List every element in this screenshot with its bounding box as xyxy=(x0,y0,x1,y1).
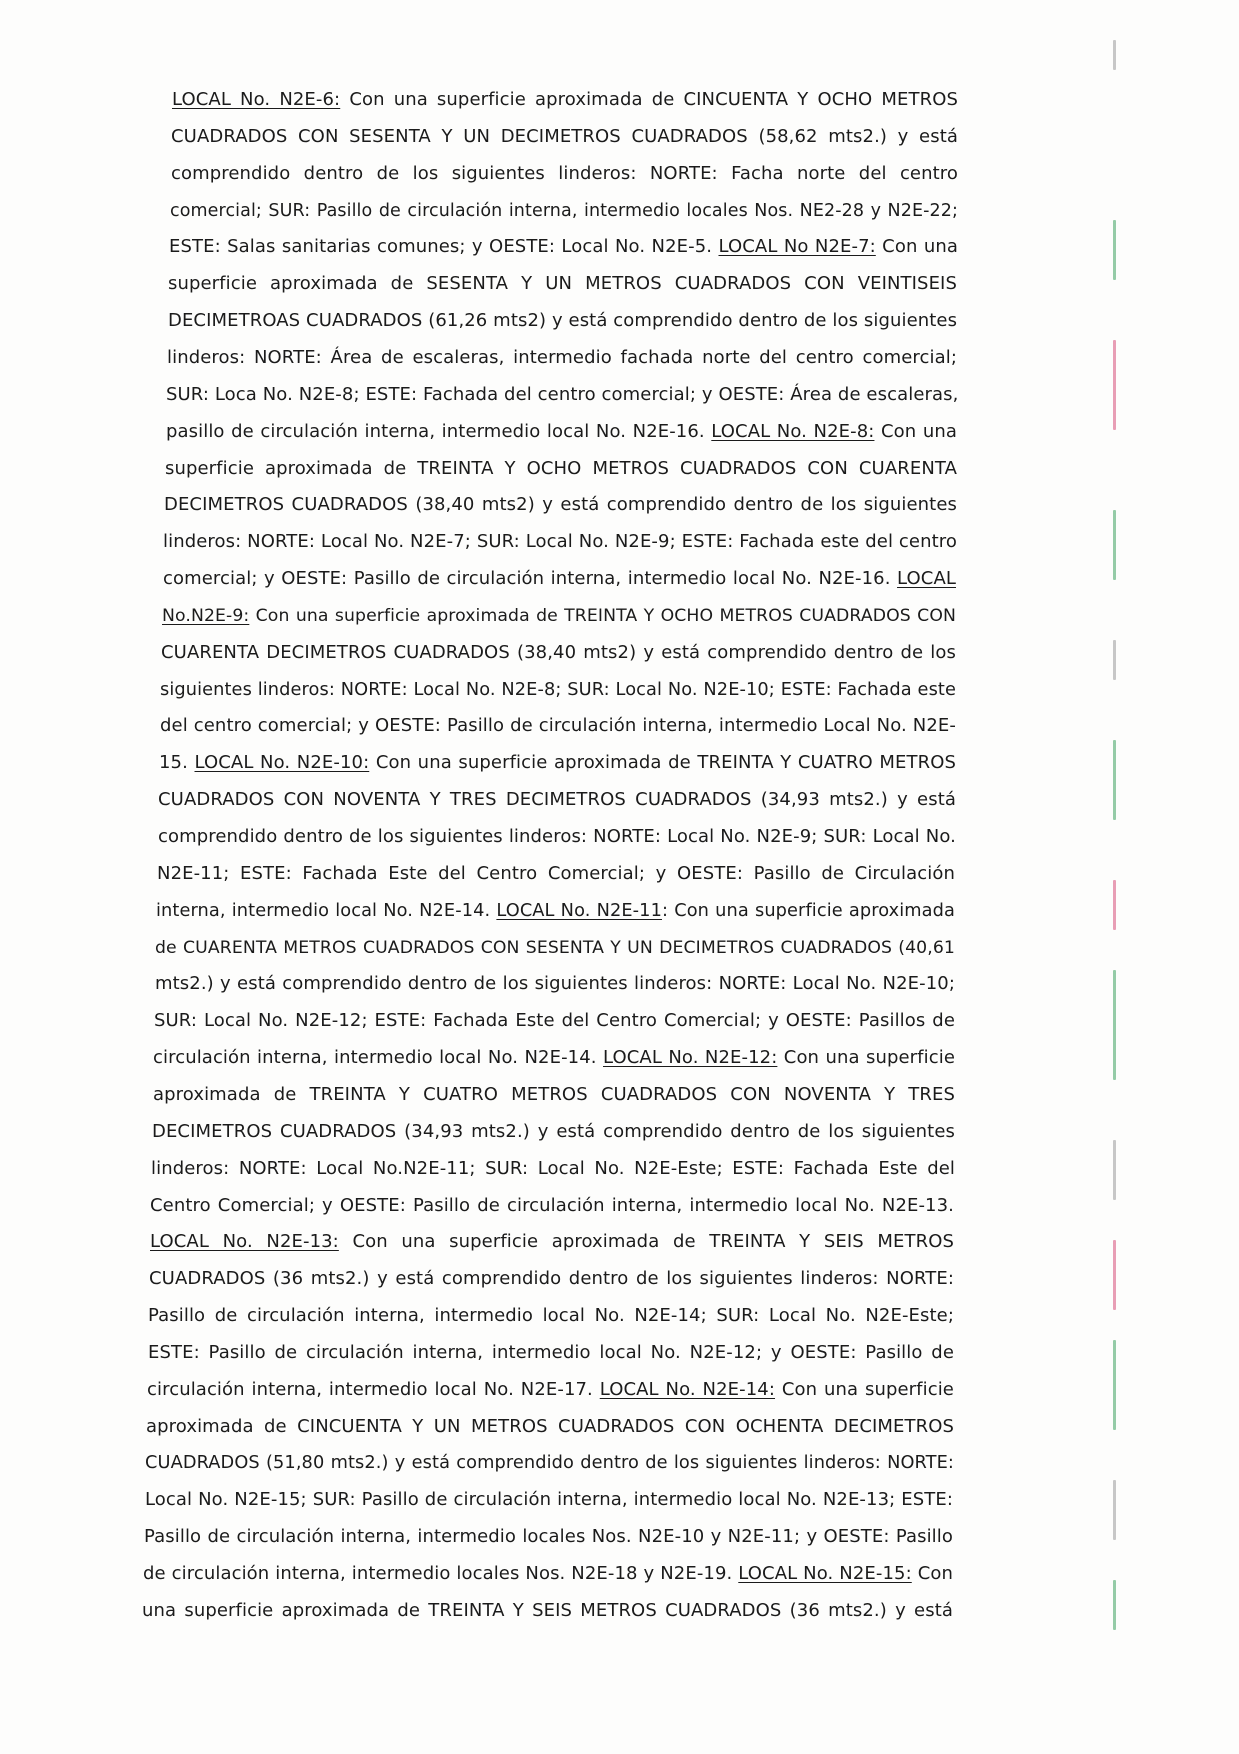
text-run: Con una superficie aproximada de CINCUENTA Y OCHO METROS xyxy=(340,89,959,110)
text-run: Con una superficie xyxy=(777,1047,955,1068)
text-line xyxy=(150,1230,954,1254)
text-run: Con una xyxy=(874,421,957,442)
text-run: una superficie aproximada de TREINTA Y SEIS METROS CUADRADOS (36 mts2.) y está xyxy=(142,1600,953,1621)
text-run: CUADRADOS (36 mts2.) y está comprendido dentro de los siguientes linderos: NORTE: xyxy=(149,1268,954,1289)
scan-edge-mark xyxy=(1113,740,1116,820)
text-line xyxy=(146,1415,954,1439)
text-line xyxy=(149,1267,954,1291)
text-line xyxy=(154,1009,955,1033)
text-line xyxy=(164,493,957,517)
text-run: de CUARENTA METROS CUADRADOS CON SESENTA Y UN DECIMETROS CUADRADOS (40,61 xyxy=(155,938,955,958)
text-run: Con una superficie aproximada de TREINTA Y OCHO METROS CUADRADOS CON xyxy=(249,606,956,626)
text-run: DECIMETROAS CUADRADOS (61,26 mts2) y está comprendido dentro de los siguientes xyxy=(168,310,958,331)
text-line xyxy=(143,1562,953,1586)
text-line xyxy=(168,309,957,333)
text-run: linderos: NORTE: Área de escaleras, intermedio fachada norte del centro comercial; xyxy=(167,347,957,368)
text-run: DECIMETROS CUADRADOS (38,40 mts2) y está comprendido dentro de los siguientes xyxy=(164,494,957,515)
text-run: linderos: NORTE: Local No.N2E-11; SUR: Local No. N2E-Este; ESTE: Fachada Este del xyxy=(151,1158,955,1179)
text-line xyxy=(166,383,957,407)
text-line xyxy=(152,1120,955,1144)
text-line xyxy=(153,1046,955,1070)
text-run: Pasillo de circulación interna, intermedio local No. N2E-14; SUR: Local No. N2E-Este; xyxy=(148,1305,954,1326)
local-heading: LOCAL No. N2E-6: xyxy=(172,89,341,110)
text-line xyxy=(160,714,956,738)
text-line xyxy=(160,678,956,702)
text-line xyxy=(150,1194,954,1218)
text-run: comprendido dentro de los siguientes linderos: NORTE: Local No. N2E-9; SUR: Local No. xyxy=(158,826,956,847)
text-run: N2E-11; ESTE: Fachada Este del Centro Comercial; y OESTE: Pasillo de Circulación xyxy=(157,863,955,884)
text-line xyxy=(167,346,957,370)
text-run: SUR: Local No. N2E-12; ESTE: Fachada Este del Centro Comercial; y OESTE: Pasillos de xyxy=(154,1010,955,1031)
text-line xyxy=(145,1451,954,1475)
text-run: Con una superficie aproximada de TREINTA Y CUATRO METROS xyxy=(369,752,956,773)
text-run: aproximada de CINCUENTA Y UN METROS CUADRADOS CON OCHENTA DECIMETROS xyxy=(146,1416,954,1437)
text-run: Local No. N2E-15; SUR: Pasillo de circulación interna, intermedio local No. N2E-13; ESTE: xyxy=(145,1489,953,1510)
text-run: ESTE: Salas sanitarias comunes; y OESTE: Local No. N2E-5. xyxy=(169,236,719,257)
text-run: comprendido dentro de los siguientes linderos: NORTE: Facha norte del centro xyxy=(171,163,958,184)
text-line xyxy=(163,567,956,591)
text-line xyxy=(166,420,957,444)
scan-edge-mark xyxy=(1113,880,1116,930)
local-heading: LOCAL No. N2E-14: xyxy=(599,1379,776,1400)
text-line xyxy=(148,1304,954,1328)
scan-edge-mark xyxy=(1113,40,1116,70)
scan-edge-mark xyxy=(1113,970,1116,1080)
text-line xyxy=(159,751,956,775)
text-line xyxy=(172,88,958,112)
text-run: CUARENTA DECIMETROS CUADRADOS (38,40 mts2) y está comprendido dentro de los xyxy=(161,642,956,663)
text-line xyxy=(158,788,956,812)
text-line xyxy=(144,1525,953,1549)
text-line xyxy=(151,1157,955,1181)
text-line xyxy=(155,972,955,996)
text-run: siguientes linderos: NORTE: Local No. N2E-8; SUR: Local No. N2E-10; ESTE: Fachada este xyxy=(160,680,956,700)
text-run: del centro comercial; y OESTE: Pasillo de circulación interna, intermedio Local No. N2E- xyxy=(160,715,956,736)
local-heading: LOCAL No. N2E-11 xyxy=(496,901,662,921)
local-heading: LOCAL No N2E-7: xyxy=(718,236,876,257)
text-run: ESTE: Pasillo de circulación interna, intermedio local No. N2E-12; y OESTE: Pasillo de xyxy=(148,1342,954,1363)
text-line xyxy=(153,1083,955,1107)
text-run: comercial; SUR: Pasillo de circulación interna, intermedio locales Nos. NE2-28 y N2E-22; xyxy=(170,201,958,221)
text-run: interna, intermedio local No. N2E-14. xyxy=(156,901,497,921)
scan-edge-mark xyxy=(1113,1480,1116,1540)
local-heading: LOCAL No. N2E-12: xyxy=(603,1047,778,1068)
local-heading: LOCAL No. N2E-13: xyxy=(150,1231,339,1252)
text-run: superficie aproximada de SESENTA Y UN METROS CUADRADOS CON VEINTISEIS xyxy=(168,273,957,294)
text-run: de circulación interna, intermedio locales Nos. N2E-18 y N2E-19. xyxy=(143,1563,739,1584)
text-run: circulación interna, intermedio local No. N2E-14. xyxy=(153,1047,603,1068)
text-run: CUADRADOS (51,80 mts2.) y está comprendido dentro de los siguientes linderos: NORTE: xyxy=(145,1453,954,1473)
text-run: Con xyxy=(911,1563,953,1584)
local-heading: LOCAL No. N2E-10: xyxy=(194,752,370,773)
text-run: Pasillo de circulación interna, intermedio locales Nos. N2E-10 y N2E-11; y OESTE: Pasillo xyxy=(144,1526,953,1547)
local-heading: LOCAL No. N2E-15: xyxy=(738,1563,912,1584)
text-run: comercial; y OESTE: Pasillo de circulación interna, intermedio local No. N2E-16. xyxy=(163,568,898,589)
scan-edge-mark xyxy=(1113,510,1116,580)
text-run: CUADRADOS CON SESENTA Y UN DECIMETROS CUADRADOS (58,62 mts2.) y está xyxy=(171,126,958,147)
text-run: pasillo de circulación interna, intermedio local No. N2E-16. xyxy=(166,421,712,442)
text-line xyxy=(142,1599,953,1623)
text-line xyxy=(156,899,955,923)
text-run: circulación interna, intermedio local No. N2E-17. xyxy=(147,1379,600,1400)
scan-edge-mark xyxy=(1113,1580,1116,1630)
text-run: linderos: NORTE: Local No. N2E-7; SUR: Local No. N2E-9; ESTE: Fachada este del centro xyxy=(163,531,957,552)
text-line xyxy=(162,604,956,628)
text-line xyxy=(163,530,957,554)
text-line xyxy=(147,1378,954,1402)
local-heading: LOCAL No. N2E-8: xyxy=(711,421,875,442)
text-run: mts2.) y está comprendido dentro de los siguientes linderos: NORTE: Local No. N2E-10; xyxy=(155,973,955,994)
text-line xyxy=(148,1341,954,1365)
text-run: Con una superficie aproximada de TREINTA Y SEIS METROS xyxy=(338,1231,954,1252)
text-run: aproximada de TREINTA Y CUATRO METROS CUADRADOS CON NOVENTA Y TRES xyxy=(153,1084,955,1105)
text-line xyxy=(145,1488,953,1512)
text-line xyxy=(161,641,956,665)
scan-edge-mark xyxy=(1113,1140,1116,1200)
local-heading: No.N2E-9: xyxy=(162,606,250,626)
text-line xyxy=(171,162,958,186)
text-run: Con una superficie xyxy=(775,1379,954,1400)
scan-edge-mark xyxy=(1113,1240,1116,1310)
text-line xyxy=(165,457,957,481)
local-heading: LOCAL xyxy=(897,568,956,589)
text-run: 15. xyxy=(159,752,195,773)
text-line xyxy=(158,825,956,849)
text-run: CUADRADOS CON NOVENTA Y TRES DECIMETROS CUADRADOS (34,93 mts2.) y está xyxy=(158,789,956,810)
text-run: Con una xyxy=(875,236,958,257)
text-line xyxy=(169,235,958,259)
scan-edge-mark xyxy=(1113,1340,1116,1430)
text-line xyxy=(170,199,958,223)
text-run: superficie aproximada de TREINTA Y OCHO METROS CUADRADOS CON CUARENTA xyxy=(165,458,957,479)
text-run: SUR: Loca No. N2E-8; ESTE: Fachada del centro comercial; y OESTE: Área de escaleras, xyxy=(166,384,959,405)
scan-edge-mark xyxy=(1113,220,1116,280)
text-line xyxy=(155,936,955,960)
scan-edge-mark xyxy=(1113,640,1116,680)
text-run: DECIMETROS CUADRADOS (34,93 mts2.) y está comprendido dentro de los siguientes xyxy=(152,1121,955,1142)
text-run: Centro Comercial; y OESTE: Pasillo de circulación interna, intermedio local No. N2E-13. xyxy=(150,1195,954,1216)
scan-edge-artifacts xyxy=(1113,40,1119,1660)
text-line xyxy=(171,125,958,149)
text-line xyxy=(157,862,955,886)
text-line xyxy=(168,272,957,296)
scan-edge-mark xyxy=(1113,340,1116,430)
text-run: : Con una superficie aproximada xyxy=(661,901,955,921)
